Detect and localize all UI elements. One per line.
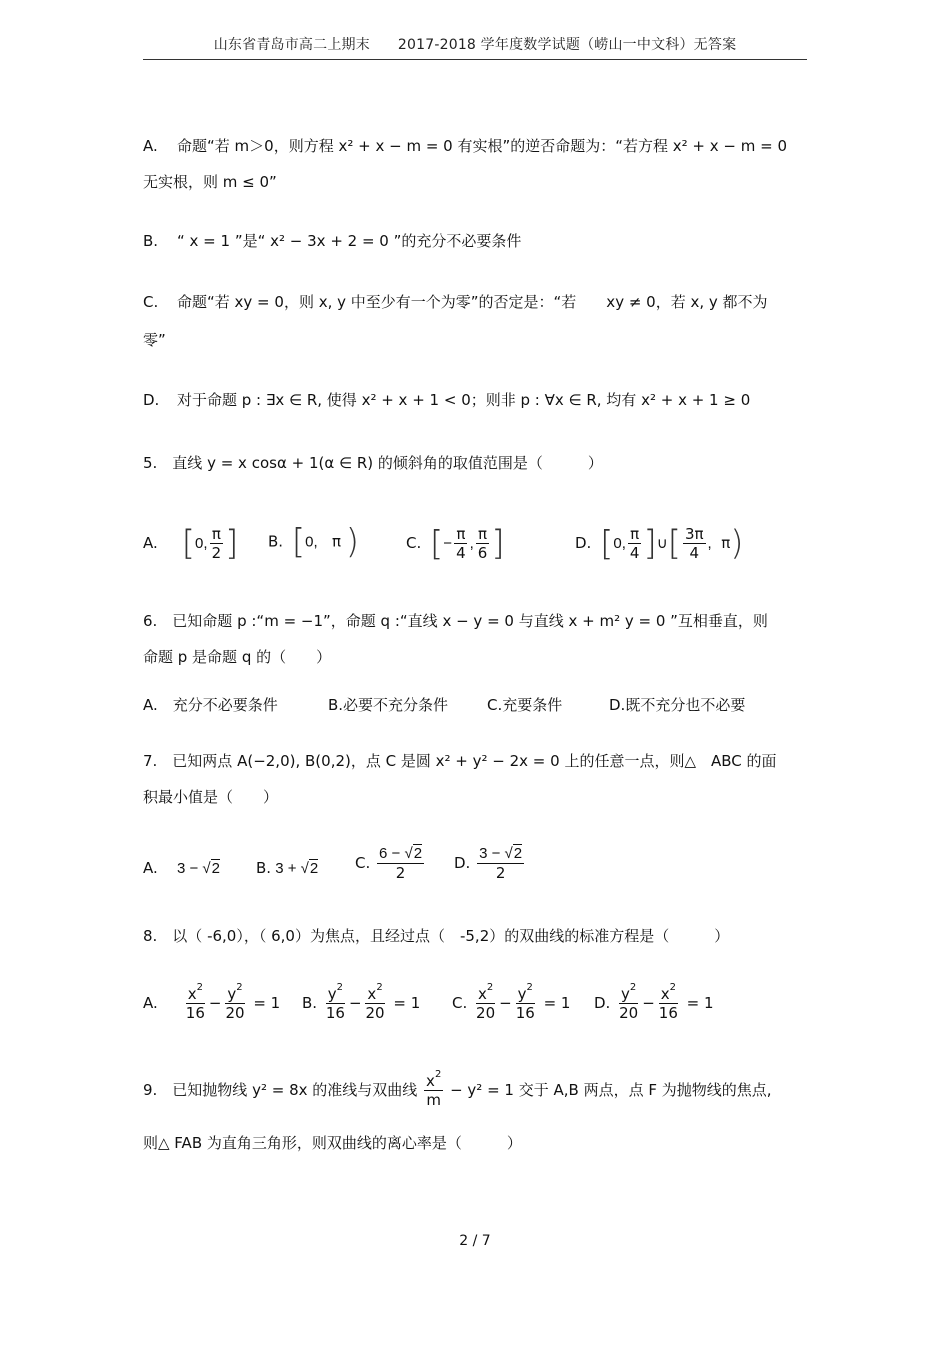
q6-option-a: A. 充分不必要条件 bbox=[143, 696, 278, 714]
q7-option-b: B. 3 + √2 bbox=[256, 859, 319, 877]
q5-option-b: B. [0, π ) bbox=[268, 522, 360, 562]
q7-option-c: C. $\frac{6 - √2}{2}$ bbox=[355, 845, 423, 882]
q9-line2: 则△ FAB 为直角三角形，则双曲线的离心率是（ ） bbox=[143, 1134, 522, 1152]
q6-line1: 6. 已知命题 p :“m = −1”，命题 q :“直线 x − y = 0 与直线 x + m² y = 0 ”互相垂直，则 bbox=[143, 612, 768, 630]
q6-line2: 命题 p 是命题 q 的（ ） bbox=[143, 648, 332, 666]
q7-line1: 7. 已知两点 A(−2,0), B(0,2)，点 C 是圆 x² + y² − 2x = 0 上的任意一点，则△ ABC 的面 bbox=[143, 752, 777, 770]
q4-option-c-line1: C. 命题“若 xy = 0，则 x, y 中至少有一个为零”的否定是：“若 xy ≠ 0，若 x, y 都不为 bbox=[143, 293, 768, 311]
q4-option-a-line1: A. 命题“若 m＞0，则方程 x² + x − m = 0 有实根”的逆否命题为：“若方程 x² + x − m = 0 bbox=[143, 137, 788, 155]
q7-line2: 积最小值是（ ） bbox=[143, 788, 279, 806]
q7-option-a: A. 3 − √2 bbox=[143, 859, 221, 877]
page-header bbox=[143, 34, 807, 54]
q6-option-d: D.既不充分也不必要 bbox=[609, 696, 746, 714]
header-rule bbox=[143, 59, 807, 60]
q5-option-d: D. [0, $\frac{\pi}{4}$ ]∪[ $\frac{3\pi}{4}$ , π) bbox=[575, 523, 744, 564]
q6-option-c: C.充要条件 bbox=[487, 696, 563, 714]
header-left: 山东省青岛市高二上期末 bbox=[213, 37, 370, 53]
q4-option-b: B. “ x = 1 ”是“ x² − 3x + 2 = 0 ”的充分不必要条件 bbox=[143, 232, 522, 250]
q8-stem: 8. 以（ -6,0），（ 6,0）为焦点，且经过点（ -5,2）的双曲线的标准方程是（ ） bbox=[143, 927, 730, 945]
page-number: 2 / 7 bbox=[459, 1233, 491, 1249]
header-right: 2017-2018 学年度数学试题（崂山一中文科）无答案 bbox=[397, 37, 737, 53]
q8-option-b: B. $\frac{y^2}{16}$ − $\frac{x^2}{20}$ = 1 bbox=[302, 982, 421, 1022]
q7-option-d: D. $\frac{3 - √2}{2}$ bbox=[454, 845, 523, 882]
q5-option-c: C. [− $\frac{\pi}{4}$ , $\frac{\pi}{6}$ ] bbox=[406, 523, 505, 564]
q4-option-c-line2: 零” bbox=[143, 331, 166, 349]
q6-option-b: B.必要不充分条件 bbox=[328, 696, 449, 714]
q5-option-a: A. [0, $\frac{\pi}{2}$ ] bbox=[143, 523, 239, 564]
q8-option-a: A. $\frac{x^2}{16}$ − $\frac{y^2}{20}$ = 1 bbox=[143, 982, 281, 1022]
q8-option-c: C. $\frac{x^2}{20}$ − $\frac{y^2}{16}$ = 1 bbox=[452, 982, 571, 1022]
q9-line1: 9. 已知抛物线 y² = 8x 的准线与双曲线 $\frac{x^2}{m}$ − y² = 1 交于 A,B 两点，点 F 为抛物线的焦点, bbox=[143, 1069, 772, 1109]
q4-option-a-line2: 无实根，则 m ≤ 0” bbox=[143, 173, 277, 191]
q8-option-d: D. $\frac{y^2}{20}$ − $\frac{x^2}{16}$ = 1 bbox=[594, 982, 714, 1022]
q4-option-d: D. 对于命题 p : ∃x ∈ R, 使得 x² + x + 1 < 0；则非 p : ∀x ∈ R, 均有 x² + x + 1 ≥ 0 bbox=[143, 391, 751, 409]
q5-stem: 5. 直线 y = x cosα + 1(α ∈ R) 的倾斜角的取值范围是（ ） bbox=[143, 454, 603, 472]
